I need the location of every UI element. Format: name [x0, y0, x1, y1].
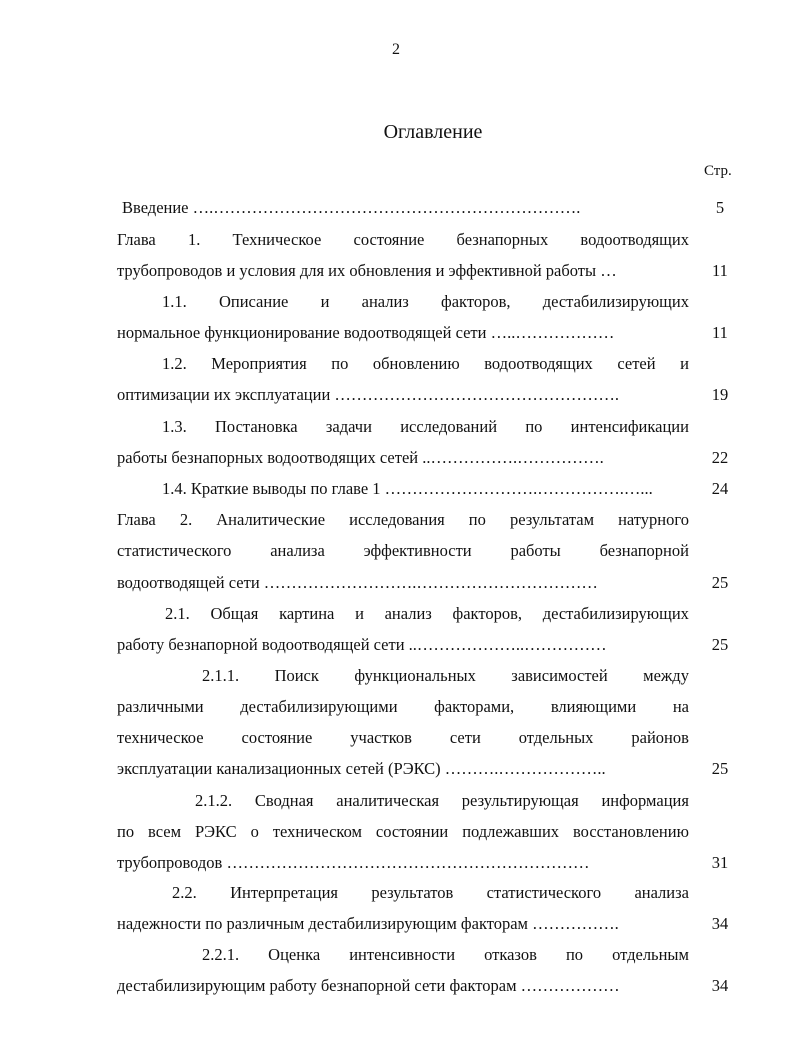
toc-entry-line: 1.1. Описание и анализ факторов, дестабилизирующих — [162, 292, 689, 311]
toc-entry-line: 2.1.2. Сводная аналитическая результирующая информация — [195, 791, 689, 810]
toc-entry-line: 2.1. Общая картина и анализ факторов, дестабилизирующих — [165, 604, 689, 623]
toc-page-number: 34 — [711, 976, 729, 995]
toc-entry-line: эксплуатации канализационных сетей (РЭКС) ……….……………….. — [117, 759, 606, 778]
toc-entry-line: водоотводящей сети ……………………….…………………………… — [117, 573, 598, 592]
toc-entry-line: техническое состояние участков сети отдельных районов — [117, 728, 689, 747]
toc-title: Оглавление — [383, 121, 483, 143]
toc-entry-line: нормальное функционирование водоотводящей сети …..……………… — [117, 323, 615, 342]
toc-entry-line: трубопроводов ………………………………………………………… — [117, 853, 590, 872]
toc-page-number: 25 — [711, 635, 729, 654]
toc-page-number: 25 — [711, 759, 729, 778]
toc-entry-line: Введение ….…………………………………………………………. — [122, 198, 581, 217]
toc-entry-line: 1.4. Краткие выводы по главе 1 ……………………….…………….…... — [162, 479, 653, 498]
toc-entry-line: работу безнапорной водоотводящей сети ..………………..…………… — [117, 635, 607, 654]
toc-page-number: 11 — [712, 323, 728, 342]
toc-page-number: 24 — [711, 479, 729, 498]
toc-entry-line: работы безнапорных водоотводящих сетей ..…………….……………. — [117, 448, 604, 467]
toc-page-number: 5 — [715, 198, 725, 217]
toc-entry-line: по всем РЭКС о техническом состоянии подлежавших восстановлению — [117, 822, 689, 841]
toc-entry-line: 1.3. Постановка задачи исследований по интенсификации — [162, 417, 689, 436]
toc-entry-line: оптимизации их эксплуатации ……………………………………………. — [117, 385, 620, 404]
toc-entry-line: 2.2.1. Оценка интенсивности отказов по отдельным — [202, 945, 689, 964]
toc-page-number: 25 — [711, 573, 729, 592]
toc-entry-line: дестабилизирующим работу безнапорной сети факторам ……………… — [117, 976, 620, 995]
toc-entry-line: надежности по различным дестабилизирующим факторам ……………. — [117, 914, 619, 933]
toc-page-number: 19 — [711, 385, 729, 404]
page-column-header: Стр. — [704, 163, 732, 179]
toc-page-number: 22 — [711, 448, 729, 467]
toc-entry-line: 2.1.1. Поиск функциональных зависимостей между — [202, 666, 689, 685]
toc-page-number: 31 — [711, 853, 729, 872]
toc-entry-line: Глава 1. Техническое состояние безнапорных водоотводящих — [117, 230, 689, 249]
toc-entry-line: 2.2. Интерпретация результатов статистического анализа — [172, 883, 689, 902]
page-number: 2 — [392, 41, 400, 58]
toc-entry-line: статистического анализа эффективности работы безнапорной — [117, 541, 689, 560]
toc-entry-line: 1.2. Мероприятия по обновлению водоотводящих сетей и — [162, 354, 689, 373]
toc-entry-line: различными дестабилизирующими факторами, влияющими на — [117, 697, 689, 716]
toc-page-number: 34 — [711, 914, 729, 933]
toc-entry-line: Глава 2. Аналитические исследования по результатам натурного — [117, 510, 689, 529]
toc-entry-line: трубопроводов и условия для их обновления и эффективной работы … — [117, 261, 617, 280]
toc-page-number: 11 — [712, 261, 728, 280]
